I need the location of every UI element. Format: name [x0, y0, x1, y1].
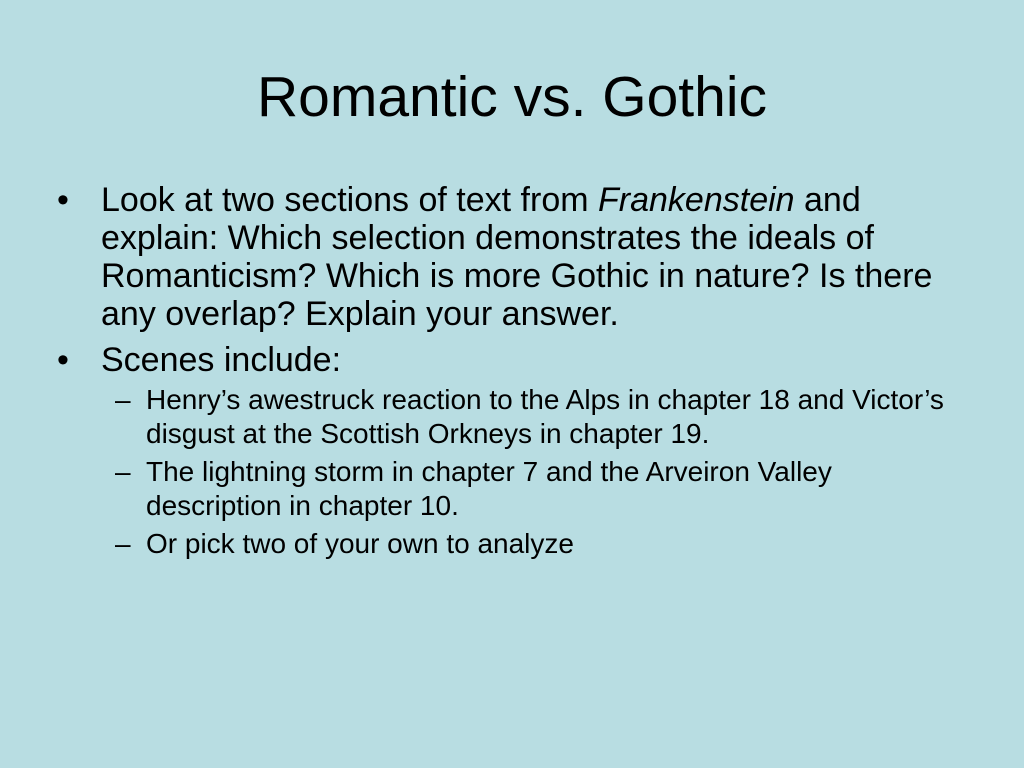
bullet-text: Scenes include: [101, 341, 342, 379]
bullet-text: and explain: Which selection demonstrates the ideals of Romanticism? Which is more Gothic in nature? Is there any overlap? Explain your answer. [101, 181, 933, 333]
sub-bullet-text: The lightning storm in chapter 7 and the Arveiron Valley description in chapter 10. [146, 456, 832, 521]
dash-marker: – [115, 384, 131, 415]
bullet-marker: • [57, 181, 69, 219]
book-title: Frankenstein [598, 181, 795, 219]
sub-bullet-text: Henry’s awestruck reaction to the Alps in chapter 18 and Victor’s disgust at the Scottish Orkneys in chapter 19. [146, 384, 944, 449]
dash-marker: – [115, 528, 131, 559]
dash-marker: – [115, 456, 131, 487]
bullet-marker: • [57, 341, 69, 379]
slide-title: Romantic vs. Gothic [257, 65, 767, 129]
sub-bullet-item [101, 527, 972, 561]
slide-content [57, 181, 972, 565]
bullet-item [57, 181, 972, 333]
sub-bullet-text: Or pick two of your own to analyze [146, 528, 574, 559]
sub-bullet-item [101, 383, 972, 451]
bullet-item [57, 341, 972, 379]
sub-bullet-item [101, 455, 972, 523]
sub-bullet-list [57, 383, 972, 561]
bullet-text: Look at two sections of text from [101, 181, 599, 219]
